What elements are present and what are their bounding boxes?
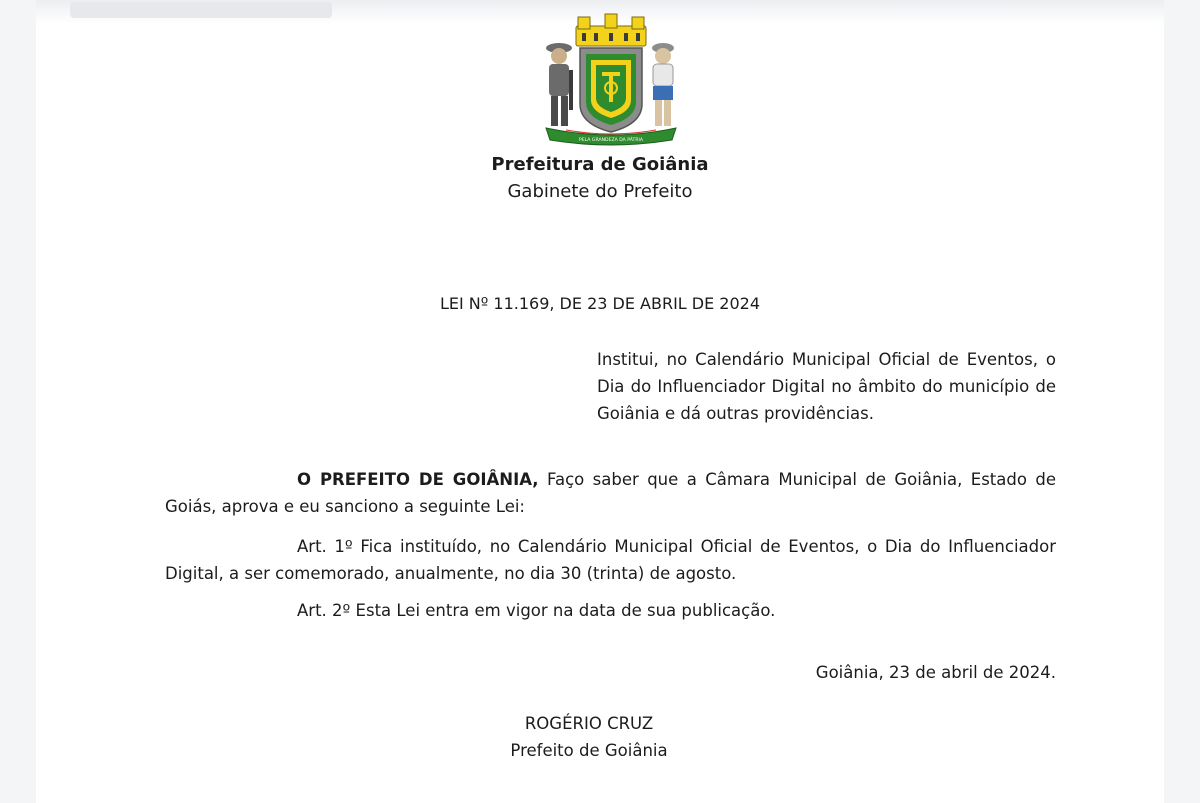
law-title: LEI Nº 11.169, DE 23 DE ABRIL DE 2024 [439,294,761,313]
preamble-lead: O PREFEITO DE GOIÂNIA, [297,470,539,489]
blurred-caption [70,2,332,18]
crest-motto: PELA GRANDEZA DA PÁTRIA [578,138,644,143]
dateline: Goiânia, 23 de abril de 2024. [815,663,1056,682]
organization-name: Prefeitura de Goiânia [491,154,709,175]
preamble-text: Faço saber que a Câmara Municipal de Goiânia, Estado de Goiás, aprova e eu sanciono a seguinte Lei: [165,470,1056,516]
law-summary: Institui, no Calendário Municipal Oficial de Eventos, o Dia do Influenciador Digital no âmbito do município de Goiânia e dá outras providências. [597,350,1056,423]
preamble-paragraph [165,466,1056,520]
signer-role: Prefeito de Goiânia [510,741,668,760]
article-2: Art. 2º Esta Lei entra em vigor na data de sua publicação. [297,601,776,620]
office-name: Gabinete do Prefeito [507,181,693,202]
article-1: Art. 1º Fica instituído, no Calendário Municipal Oficial de Eventos, o Dia do Influenciador Digital, a ser comemorado, anualmente, no dia 30 (trinta) de agosto. [165,537,1056,583]
coat-of-arms-seal [536,12,686,150]
signer-name: ROGÉRIO CRUZ [524,714,654,733]
